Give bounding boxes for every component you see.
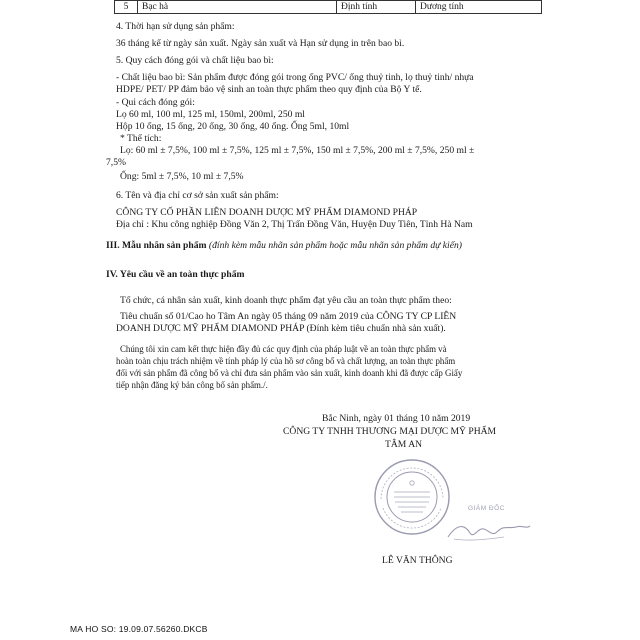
ingredient-table [114,0,542,14]
table-cell-no: 5 [115,1,138,14]
signer-title-stamp: GIÁM ĐỐC [468,505,505,512]
maker-name: CÔNG TY CỔ PHẦN LIÊN DOANH DƯỢC MỸ PHẨM DIAMOND PHÁP [116,207,418,218]
packing-line-1: Lọ 60 ml, 100 ml, 125 ml, 150ml, 200ml, 250 ml [116,109,305,120]
signature-icon [444,515,534,545]
commitment-line-1: Chúng tôi xin cam kết thực hiện đầy đủ các quy định của pháp luật về an toàn thực phẩm và [120,344,447,354]
section-IV-title: IV. Yêu cầu về an toàn thực phẩm [106,269,245,280]
section-IV-line-3: DOANH DƯỢC MỸ PHẨM DIAMOND PHÁP (Đính kèm tiêu chuẩn nhà sản xuất). [116,323,446,334]
volume-line-1: Lọ: 60 ml ± 7,5%, 100 ml ± 7,5%, 125 ml ± 7,5%, 150 ml ± 7,5%, 200 ml ± 7,5%, 250 ml ± [120,145,475,156]
section-4-text: 36 tháng kể từ ngày sản xuất. Ngày sản xuất và Hạn sử dụng in trên bao bì. [116,38,405,49]
company-seal-stamp [373,458,451,536]
section-4-title: 4. Thời hạn sử dụng sản phẩm: [116,21,235,32]
volume-line-2: Ống: 5ml ± 7,5%, 10 ml ± 7,5% [120,171,244,182]
table-cell-result: Dương tính [416,1,542,14]
section-IV-line-1: Tổ chức, cá nhân sản xuất, kinh doanh thực phẩm đạt yêu cầu an toàn thực phẩm theo: [120,295,452,306]
packing-title: - Qui cách đóng gói: [116,97,195,108]
section-5-title: 5. Quy cách đóng gói và chất liệu bao bì: [116,55,274,66]
signer-name: LÊ VĂN THÔNG [382,555,453,566]
section-6-title: 6. Tên và địa chỉ cơ sở sản xuất sản phẩm: [116,190,279,201]
commitment-line-2: hoàn toàn chịu trách nhiệm về tính pháp lý của hồ sơ công bố và chất lượng, an toàn thực phẩm [116,356,456,366]
section-IV-line-2: Tiêu chuẩn số 01/Cao ho Tâm An ngày 05 tháng 09 năm 2019 của CÔNG TY CP LIÊN [120,311,457,322]
commitment-line-3: đối với sản phẩm đã công bố và chỉ đưa sản phẩm vào sản xuất, kinh doanh khi đã được cấp Giấy [116,368,463,378]
table-row [115,1,542,14]
sign-company-line-1: CÔNG TY TNHH THƯƠNG MẠI DƯỢC MỸ PHẨM [283,426,497,437]
maker-address: Địa chỉ : Khu công nghiệp Đồng Văn 2, Thị Trấn Đồng Văn, Huyện Duy Tiên, Tỉnh Hà Nam [116,219,473,230]
director-signature [444,505,534,545]
material-line-1: - Chất liệu bao bì: Sản phẩm được đóng gói trong ống PVC/ ống thuỷ tinh, lọ thuỷ tinh/ nhựa [116,72,474,83]
volume-line-1-continued: 7,5% [106,157,126,168]
commitment-line-4: tiếp nhận đăng ký bản công bố sản phẩm./. [116,380,268,390]
volume-title: * Thể tích: [120,133,162,144]
material-line-2: HDPE/ PET/ PP đảm bảo vệ sinh an toàn thực phẩm theo quy định của Bộ Y tế. [116,84,422,95]
footer-record-code: MA HO SO: 19.09.07.56260.DKCB [70,624,208,634]
table-cell-type: Định tính [337,1,416,14]
seal-icon [373,458,451,536]
sign-place-date: Bắc Ninh, ngày 01 tháng 10 năm 2019 [322,413,471,424]
packing-line-2: Hộp 10 ống, 15 ống, 20 ống, 30 ống, 40 ống. Ống 5ml, 10ml [116,121,350,132]
sign-company-line-2: TÂM AN [385,439,423,450]
section-III-note: (đính kèm mẫu nhãn sản phẩm hoặc mẫu nhãn sản phẩm dự kiến) [208,240,462,251]
section-III-heading [106,240,462,251]
section-III-title: III. Mẫu nhãn sản phẩm [106,240,207,251]
table-cell-name: Bạc hà [138,1,337,14]
